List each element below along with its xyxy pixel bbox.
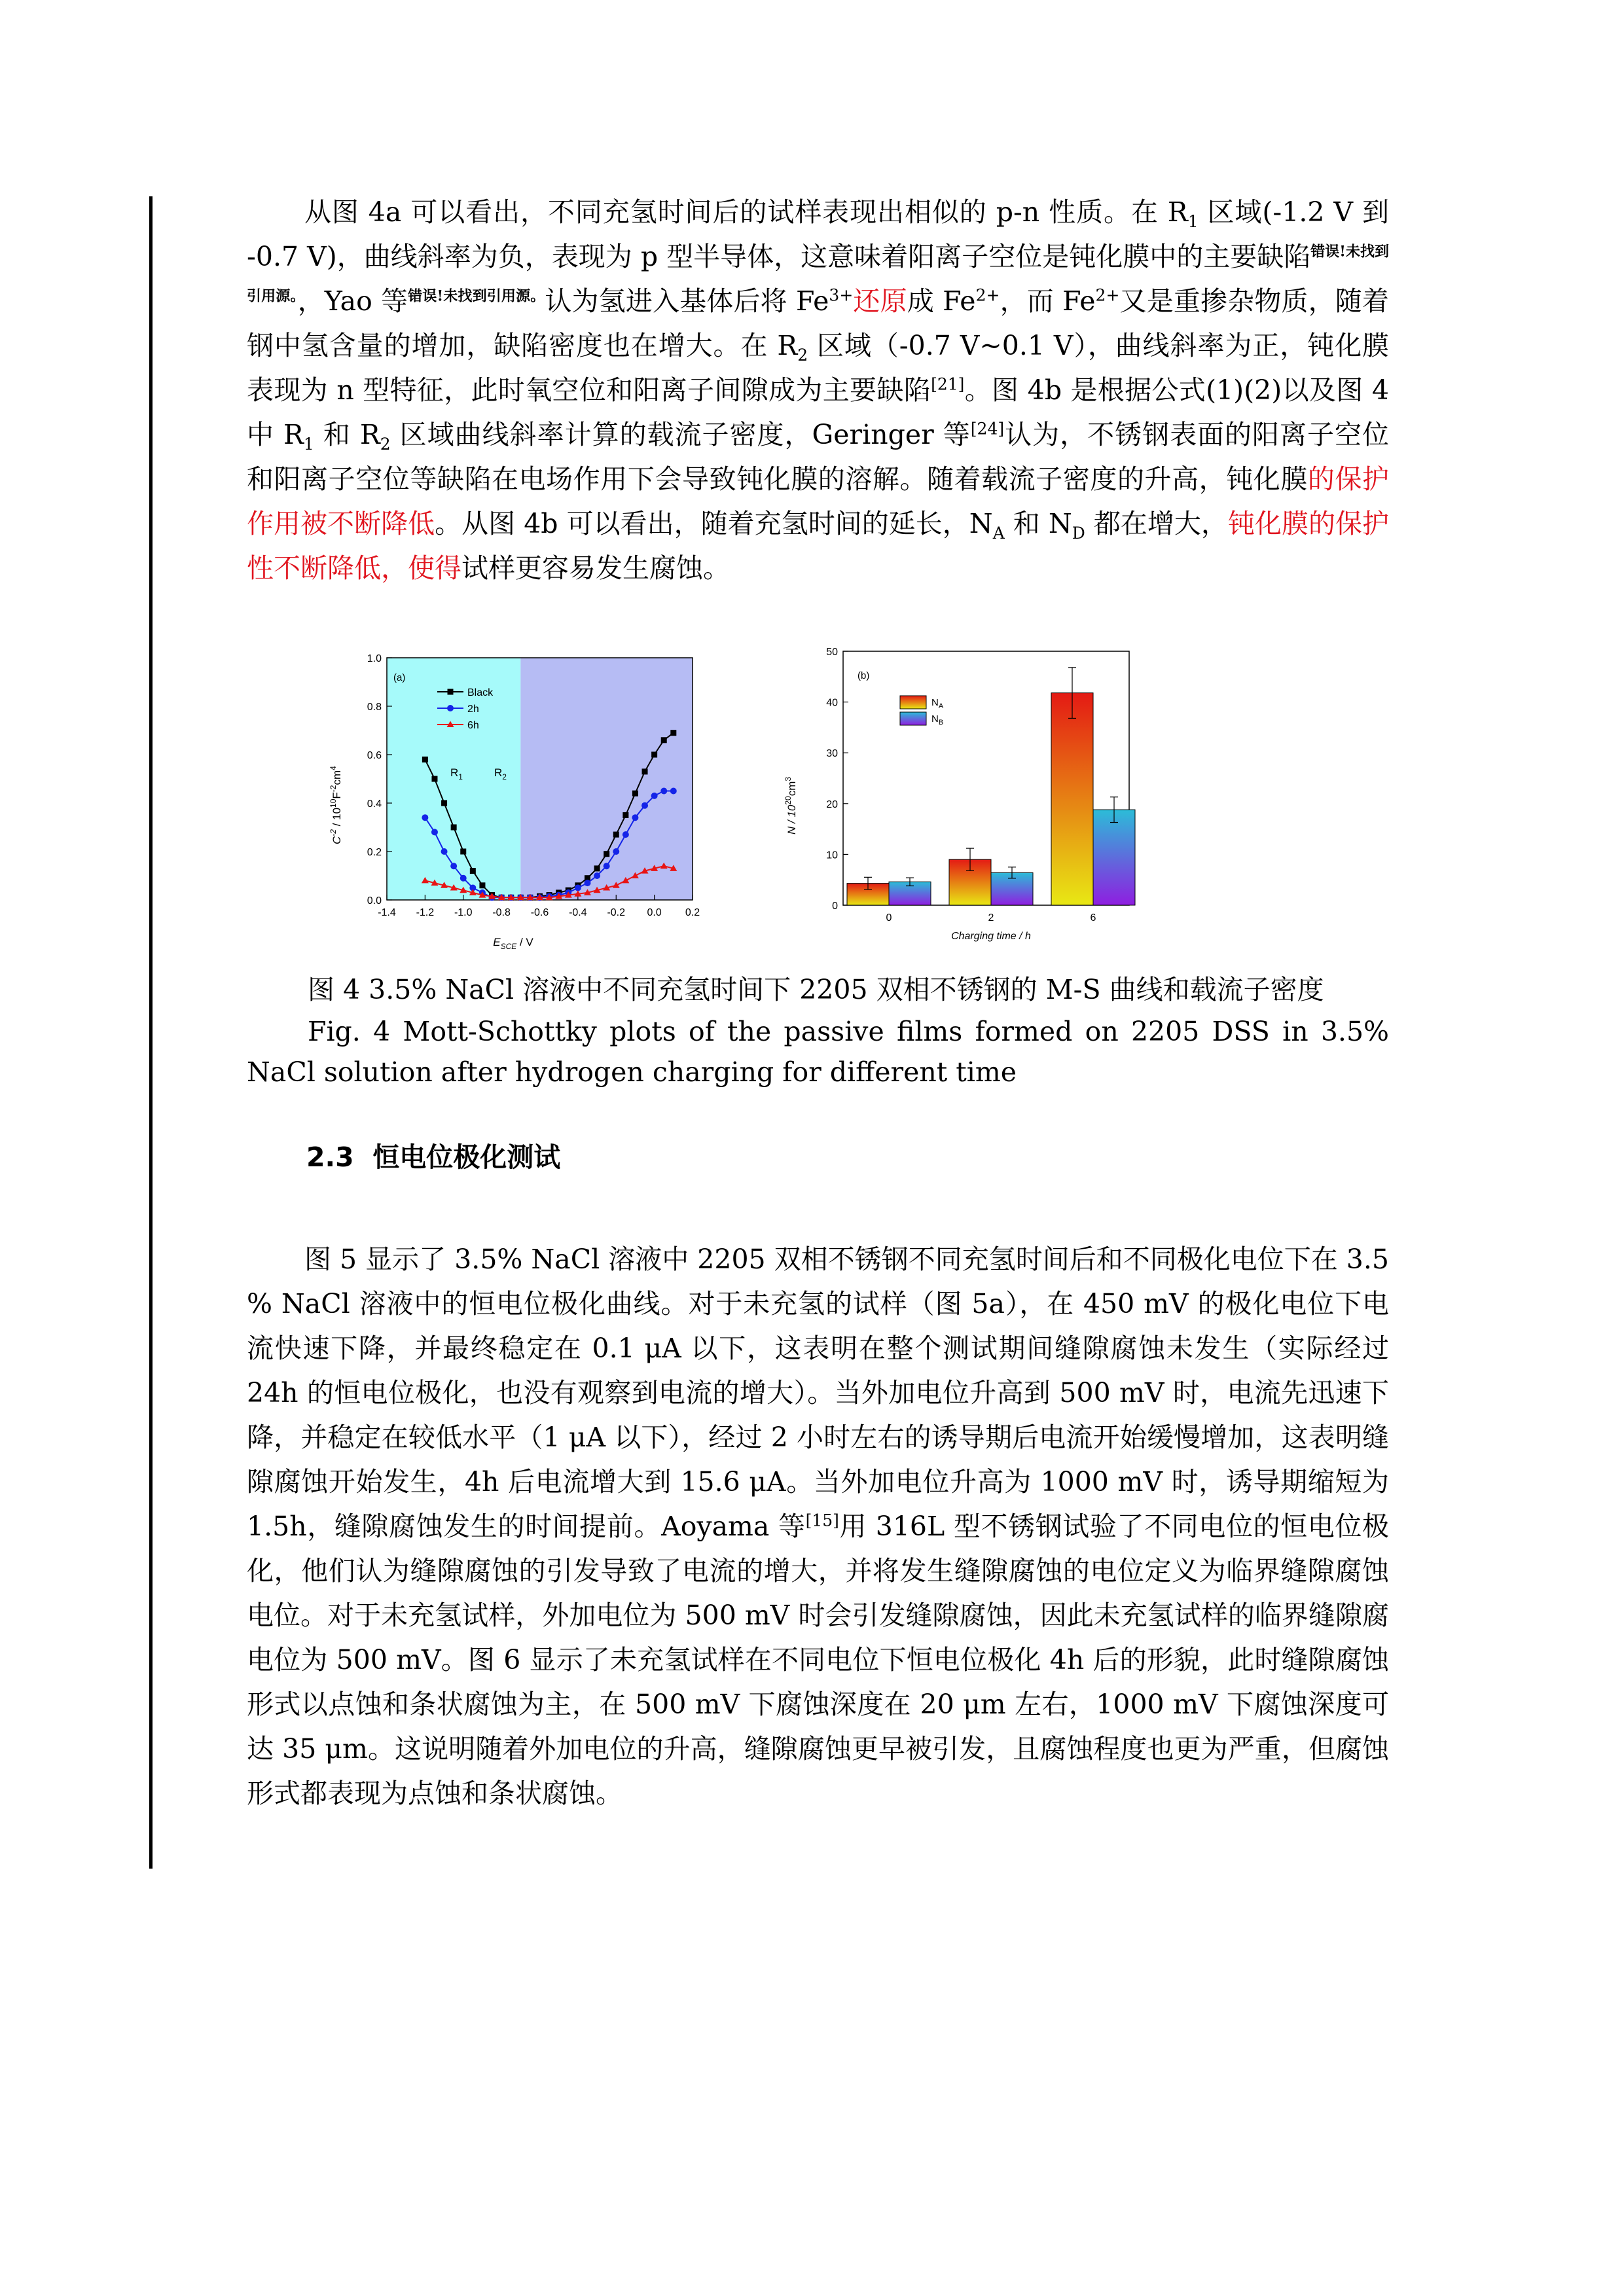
section-title: 恒电位极化测试 xyxy=(372,1141,561,1173)
text-run: 和 R xyxy=(314,419,380,450)
citation: [15] xyxy=(805,1511,839,1530)
superscript: 3+ xyxy=(829,285,854,305)
y-axis-label: $C^{-2} / 10^{10}F^{-2}cm^4$ xyxy=(329,766,343,844)
y-tick-label: 0.8 xyxy=(367,702,382,713)
citation: [21] xyxy=(931,374,965,394)
y-tick-label: 40 xyxy=(826,697,838,709)
region-label-r2: $R_2$ xyxy=(494,766,507,781)
y-tick-label: 0.6 xyxy=(367,750,382,761)
caption-en-text: Fig. 4 Mott-Schottky plots of the passive films formed on 2205 DSS in 3.5% NaCl solution after hydrogen charging for different time xyxy=(247,1016,1389,1088)
text-run: 认为，不锈钢表面的阳离子空位和阳离子空位等缺陷在电场作用下会导致钝化膜的溶解。随着载流子密度的升高，钝化膜 xyxy=(247,419,1390,495)
data-point xyxy=(431,829,438,835)
subscript: 2 xyxy=(797,346,808,365)
data-point xyxy=(613,832,619,838)
y-tick-label: 0.2 xyxy=(367,847,382,858)
y-tick-label: 0.0 xyxy=(367,895,382,906)
data-point xyxy=(604,863,610,869)
data-point xyxy=(613,848,619,855)
legend-label: 2h xyxy=(467,704,479,715)
legend-swatch-nb xyxy=(900,712,926,725)
citation: [24] xyxy=(970,419,1005,439)
x-tick-label: -1.4 xyxy=(378,907,396,918)
legend-label: Black xyxy=(467,687,494,698)
text-run: 用 316L 型不锈钢试验了不同电位的恒电位极化，他们认为缝隙腐蚀的引发导致了电流的增大，并将发生缝隙腐蚀的电位定义为临界缝隙腐蚀电位。对于未充氢试样，外加电位为 500 mV 时会引发缝隙腐蚀，因此未充氢试样的临界缝隙腐电位为 500 mV。图 6 显示了未充氢试样在不同电位下恒电位极化 4h 后的形貌，此时缝隙腐蚀形式以点蚀和条状腐蚀为主，在 500 mV 下腐蚀深度在 20 μm 左右，1000 mV 下腐蚀深度可达 35 μm。这说明随着外加电位的升高，缝隙腐蚀更早被引发，且腐蚀程度也更为严重，但腐蚀形式都表现为点蚀和条状腐蚀。 xyxy=(247,1511,1389,1809)
text-run: 认为氢进入基体后将 Fe xyxy=(545,285,829,317)
data-point xyxy=(575,885,581,891)
section-heading xyxy=(306,1136,560,1174)
data-point xyxy=(651,752,657,758)
subscript: D xyxy=(1072,524,1085,543)
x-axis-label: $E_{SCE}$ / V xyxy=(493,936,533,951)
x-tick-label: -0.8 xyxy=(492,907,511,918)
y-axis-label: N / $10^{20}cm^3$ xyxy=(784,776,798,834)
subscript: 1 xyxy=(1187,212,1199,232)
figure-caption-en xyxy=(247,1011,1389,1092)
text-run: 试样更容易发生腐蚀。 xyxy=(461,552,730,584)
highlighted-revision: 钝化膜的保护性不断降低，使得 xyxy=(247,508,1389,584)
data-point xyxy=(670,788,677,795)
data-point xyxy=(422,757,428,762)
y-tick-label: 0.4 xyxy=(367,798,382,810)
superscript: 2+ xyxy=(1095,285,1120,305)
text-run: 从图 4a 可以看出，不同充氢时间后的试样表现出相似的 p-n 性质。在 R xyxy=(304,196,1188,228)
x-tick-label: 0 xyxy=(886,912,892,924)
y-tick-label: 20 xyxy=(826,798,838,810)
text-run: 。从图 4b 可以看出，随着充氢时间的延长，N xyxy=(435,508,993,539)
data-point xyxy=(642,768,648,774)
figure-4a xyxy=(321,638,713,952)
x-tick-label: -1.0 xyxy=(454,907,473,918)
data-point xyxy=(584,880,590,886)
text-run: 区域（-0.7 V~0.1 V），曲线斜率为正，钝化膜表现为 n 型特征，此时氧空位和阳离子间隙成为主要缺陷 xyxy=(247,330,1389,406)
legend-marker xyxy=(447,705,454,711)
text-run: 区域曲线斜率计算的载流子密度，Geringer 等 xyxy=(390,419,971,450)
text-run: 。图 4b 是根据公式(1)(2)以及图 4 中 R xyxy=(247,374,1390,450)
x-tick-label: 6 xyxy=(1090,912,1096,924)
x-axis-label: Charging time / h xyxy=(951,931,1031,942)
legend-label-na: $N_A$ xyxy=(931,697,944,710)
data-point xyxy=(450,863,457,869)
data-point xyxy=(661,737,667,743)
x-tick-label: 0.0 xyxy=(647,907,662,918)
text-run: 图 5 显示了 3.5% NaCl 溶液中 2205 双相不锈钢不同充氢时间后和不同极化电位下在 3.5 % NaCl 溶液中的恒电位极化曲线。对于未充氢的试样（图 5a），在 450 mV 的极化电位下电流快速下降，并最终稳定在 0.1 μA 以下，这表明在整个测试期间缝隙腐蚀未发生（实际经过 24h 的恒电位极化，也没有观察到电流的增大）。当外加电位升高到 500 mV 时，电流先迅速下降，并稳定在较低水平（1 μA 以下），经过 2 小时左右的诱导期后电流开始缓慢增加，这表明缝隙腐蚀开始发生，4h 后电流增大到 15.6 μA。当外加电位升高为 1000 mV 时，诱导期缩短为 1.5h，缝隙腐蚀发生的时间提前。Aoyama 等 xyxy=(247,1244,1389,1542)
legend-marker xyxy=(448,689,454,695)
panel-label: (a) xyxy=(393,672,406,683)
x-tick-label: -0.6 xyxy=(530,907,549,918)
data-point xyxy=(651,793,658,799)
data-point xyxy=(623,812,628,818)
data-point xyxy=(623,831,629,838)
data-point xyxy=(431,776,437,782)
x-tick-label: 0.2 xyxy=(685,907,700,918)
text-run: ，Yao 等 xyxy=(297,285,408,317)
highlighted-revision: 的保护作用被不断降低 xyxy=(247,463,1389,539)
highlighted-revision: 还原 xyxy=(853,285,907,317)
text-run: 成 Fe xyxy=(907,285,976,317)
legend-label: 6h xyxy=(467,720,479,731)
subscript: A xyxy=(992,524,1005,543)
data-point xyxy=(604,851,609,857)
legend xyxy=(900,696,944,726)
data-point xyxy=(470,868,476,874)
reference-error-marker: 错误!未找到引用源。 xyxy=(247,243,1389,305)
body-paragraph-1 xyxy=(247,190,1389,590)
reference-error-marker: 错误!未找到引用源。 xyxy=(408,287,545,305)
y-tick-label: 30 xyxy=(826,748,838,760)
text-run: 和 N xyxy=(1004,508,1072,539)
y-tick-label: 0 xyxy=(832,901,838,912)
data-point xyxy=(632,814,638,821)
revision-change-bar xyxy=(149,196,153,1869)
y-tick-label: 50 xyxy=(826,647,838,658)
data-point xyxy=(441,800,447,806)
text-run: 区域(-1.2 V 到 -0.7 V)，曲线斜率为负，表现为 p 型半导体，这意味着阳离子空位是钝化膜中的主要缺陷 xyxy=(247,196,1389,272)
panel-label: (b) xyxy=(857,670,870,681)
subscript: 2 xyxy=(380,435,391,454)
y-tick-label: 10 xyxy=(826,850,838,861)
data-point xyxy=(460,849,466,855)
data-point xyxy=(660,788,667,795)
text-run: 又是重掺杂物质，随着钢中氢含量的增加，缺陷密度也在增大。在 R xyxy=(247,285,1389,361)
x-tick-label: -1.2 xyxy=(416,907,435,918)
data-point xyxy=(670,730,676,736)
x-tick-label: -0.2 xyxy=(607,907,626,918)
data-point xyxy=(479,882,485,888)
bar-nb xyxy=(1093,810,1135,905)
superscript: 2+ xyxy=(975,285,1000,305)
bar-na xyxy=(1051,693,1093,905)
carrier-density-chart xyxy=(763,638,1155,952)
data-point xyxy=(441,848,448,855)
data-point xyxy=(594,872,600,879)
data-point xyxy=(460,875,467,882)
subscript: 1 xyxy=(303,435,314,454)
figure-caption-cn: 图 4 3.5% NaCl 溶液中不同充氢时间下 2205 双相不锈钢的 M-S 曲线和载流子密度 xyxy=(308,974,1324,1005)
data-point xyxy=(594,865,600,871)
figure-4b xyxy=(763,638,1155,952)
body-paragraph-2 xyxy=(247,1237,1389,1816)
data-point xyxy=(632,791,638,797)
x-tick-label: 2 xyxy=(988,912,994,924)
data-point xyxy=(641,802,648,809)
data-point xyxy=(451,825,457,831)
mott-schottky-chart xyxy=(321,638,713,952)
section-number: 2.3 xyxy=(306,1141,354,1173)
region-label-r1: $R_1$ xyxy=(450,766,463,781)
y-tick-label: 1.0 xyxy=(367,653,382,664)
legend-swatch-na xyxy=(900,696,926,709)
x-tick-label: -0.4 xyxy=(569,907,587,918)
text-run: ，而 Fe xyxy=(1000,285,1096,317)
legend-label-nb: $N_B$ xyxy=(931,713,944,726)
text-run: 都在增大， xyxy=(1085,508,1228,539)
data-point xyxy=(422,814,428,821)
